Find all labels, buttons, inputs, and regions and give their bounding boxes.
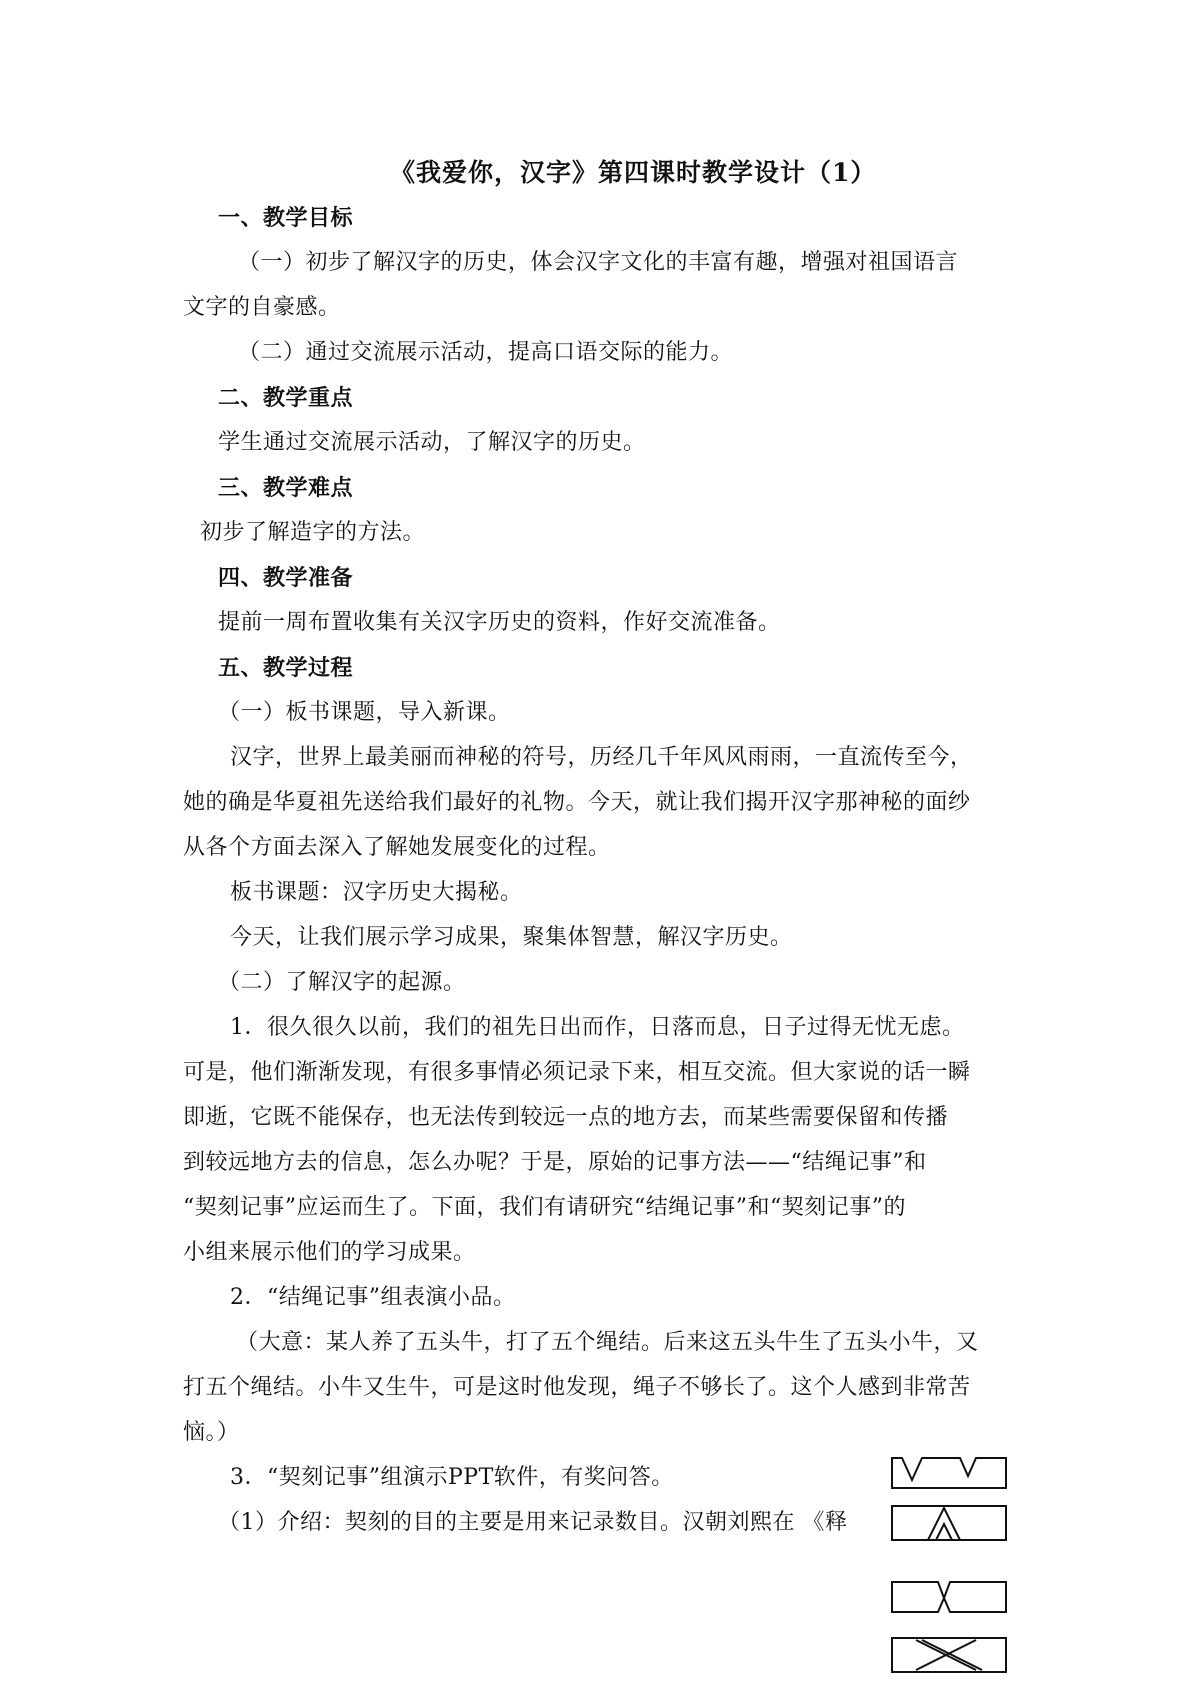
section-heading-key-points: 二、教学重点 <box>218 385 354 411</box>
paragraph-line: 汉字，世界上最美丽而神秘的符号，历经几千年风风雨雨，一直流传至今， <box>230 745 973 770</box>
paragraph-line: “契刻记事”应运而生了。下面，我们有请研究“结绳记事”和“契刻记事”的 <box>183 1195 906 1220</box>
paragraph-line: 到较远地方去的信息，怎么办呢？于是，原始的记事方法——“结绳记事”和 <box>183 1150 927 1175</box>
paragraph-line: （二）了解汉字的起源。 <box>218 970 466 995</box>
section-heading-preparation: 四、教学准备 <box>218 565 354 591</box>
section-heading-difficulties: 三、教学难点 <box>218 475 354 501</box>
paragraph-line: 恼。） <box>183 1420 240 1445</box>
paragraph-line: （一）初步了解汉字的历史，体会汉字文化的丰富有趣，增强对祖国语言 <box>238 250 959 275</box>
carved-notch-tally-icon <box>880 1450 1010 1684</box>
paragraph-line: 即逝，它既不能保存，也无法传到较远一点的地方去，而某些需要保留和传播 <box>183 1105 949 1130</box>
paragraph-line: 3．“契刻记事”组演示PPT软件，有奖问答。 <box>230 1465 674 1490</box>
paragraph-line: （大意：某人养了五头牛，打了五个绳结。后来这五头牛生了五头小牛，又 <box>236 1330 979 1355</box>
section-heading-process: 五、教学过程 <box>218 655 354 681</box>
paragraph-line: （一）板书课题，导入新课。 <box>218 700 511 725</box>
paragraph-line: 她的确是华夏祖先送给我们最好的礼物。今天，就让我们揭开汉字那神秘的面纱 <box>183 790 971 815</box>
paragraph-line: 文字的自豪感。 <box>183 295 341 320</box>
paragraph-line: 板书课题：汉字历史大揭秘。 <box>230 880 523 905</box>
paragraph-line: 学生通过交流展示活动，了解汉字的历史。 <box>218 430 646 455</box>
paragraph-line: 初步了解造字的方法。 <box>200 520 426 545</box>
paragraph-line: （二）通过交流展示活动，提高口语交际的能力。 <box>238 340 734 365</box>
section-heading-objectives: 一、教学目标 <box>218 205 354 231</box>
paragraph-line: 提前一周布置收集有关汉字历史的资料，作好交流准备。 <box>218 610 781 635</box>
paragraph-line: 小组来展示他们的学习成果。 <box>183 1240 476 1265</box>
paragraph-line: （1）介绍：契刻的目的主要是用来记录数目。汉朝刘熙在 《释 <box>218 1510 848 1535</box>
paragraph-line: 1．很久很久以前，我们的祖先日出而作，日落而息，日子过得无忧无虑。 <box>230 1015 965 1040</box>
paragraph-line: 可是，他们渐渐发现，有很多事情必须记录下来，相互交流。但大家说的话一瞬 <box>183 1060 971 1085</box>
paragraph-line: 打五个绳结。小牛又生牛，可是这时他发现，绳子不够长了。这个人感到非常苦 <box>183 1375 971 1400</box>
paragraph-line: 从各个方面去深入了解她发展变化的过程。 <box>183 835 611 860</box>
paragraph-line: 今天，让我们展示学习成果，聚集体智慧，解汉字历史。 <box>230 925 793 950</box>
paragraph-line: 2．“结绳记事”组表演小品。 <box>230 1285 516 1310</box>
page-title: 《我爱你，汉字》第四课时教学设计（1） <box>390 158 877 187</box>
